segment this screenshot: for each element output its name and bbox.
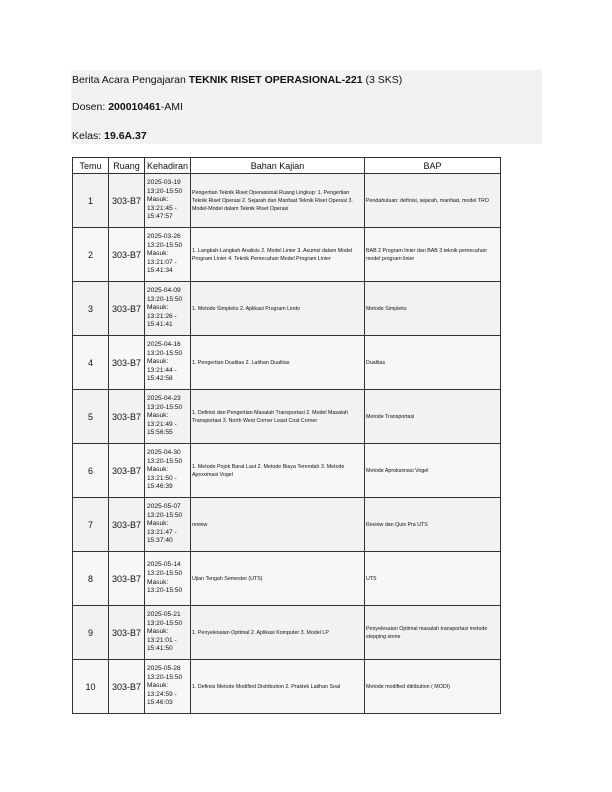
cell-bahan-kajian: 1. Metode Pojok Barat Laut 2. Metode Biaya Terendah 3. Metode Aproximasi Vogel: [191, 444, 365, 498]
cell-bap: Metode Simpleks: [365, 282, 501, 336]
cell-bahan-kajian: 1. Langkah-Langkah Analisis 2. Model Linier 3. Asumsi dalam Model Program Linier 4. Teknik Pemecahan Model Program Linier: [191, 228, 365, 282]
cell-kehadiran: 2025-05-07 13:20-15:50 Masuk: 13:21:47 - 15:37:40: [145, 498, 191, 552]
cell-kehadiran: 2025-04-23 13:20-15:50 Masuk: 13:21:49 - 15:56:55: [145, 390, 191, 444]
cell-ruang: 303-B7: [109, 498, 145, 552]
cell-bahan-kajian: Ujian Tengah Semester (UTS): [191, 552, 365, 606]
cell-temu: 3: [73, 282, 109, 336]
cell-kehadiran: 2025-05-21 13:20-15:50 Masuk: 13:21:01 - 15:41:50: [145, 606, 191, 660]
cell-bahan-kajian: 1. Metode Simpleks 2. Aplikasi Program Lindo: [191, 282, 365, 336]
cell-kehadiran: 2025-03-26 13:20-15:50 Masuk: 13:21:07 - 15:41:34: [145, 228, 191, 282]
table-row: [73, 228, 501, 282]
cell-bap: Metode Transportasi: [365, 390, 501, 444]
table-row: [73, 390, 501, 444]
cell-ruang: 303-B7: [109, 660, 145, 714]
cell-ruang: 303-B7: [109, 228, 145, 282]
cell-bahan-kajian: 1. Definisi Metode Modified Distribution 2. Praktek Latihan Soal: [191, 660, 365, 714]
cell-kehadiran: 2025-04-30 13:20-15:50 Masuk: 13:21:50 - 15:46:39: [145, 444, 191, 498]
header-ruang: Ruang: [109, 158, 145, 174]
cell-temu: 10: [73, 660, 109, 714]
header-kehadiran: Kehadiran: [145, 158, 191, 174]
title-prefix: Berita Acara Pengajaran: [72, 74, 189, 86]
table-header-row: [73, 158, 501, 174]
dosen-line: [72, 101, 183, 113]
cell-bap: Metode Aproksimasi Vogel: [365, 444, 501, 498]
kelas-label: Kelas:: [72, 130, 105, 142]
cell-temu: 9: [73, 606, 109, 660]
document-title: [72, 74, 402, 86]
table-row: [73, 660, 501, 714]
cell-bap: Metode modified ditribution ( MODI): [365, 660, 501, 714]
dosen-id: 200010461: [108, 101, 161, 113]
cell-bahan-kajian: 1. Pengertian Dualitas 2. Latihan Dualitas: [191, 336, 365, 390]
cell-bap: Dualitas: [365, 336, 501, 390]
cell-temu: 1: [73, 174, 109, 228]
cell-ruang: 303-B7: [109, 444, 145, 498]
attendance-table: [72, 157, 501, 714]
cell-kehadiran: 2025-05-28 13:20-15:50 Masuk: 13:24:59 - 15:46:03: [145, 660, 191, 714]
header-bap: BAP: [365, 158, 501, 174]
cell-temu: 5: [73, 390, 109, 444]
cell-temu: 7: [73, 498, 109, 552]
course-name: TEKNIK RISET OPERASIONAL-221: [188, 74, 363, 86]
cell-ruang: 303-B7: [109, 174, 145, 228]
dosen-label: Dosen:: [72, 101, 109, 113]
header-temu: Temu: [73, 158, 109, 174]
cell-kehadiran: 2025-05-14 13:20-15:50 Masuk: 13:20-15:50: [145, 552, 191, 606]
table-row: [73, 282, 501, 336]
cell-temu: 6: [73, 444, 109, 498]
cell-bahan-kajian: review: [191, 498, 365, 552]
cell-bap: BAB 2 Program linier dan BAB 3 teknik pemecahan model program linier: [365, 228, 501, 282]
cell-kehadiran: 2025-04-16 13:20-15:50 Masuk: 13:21:44 - 15:42:58: [145, 336, 191, 390]
kelas-value: 19.6A.37: [104, 130, 147, 142]
cell-temu: 2: [73, 228, 109, 282]
cell-bap: UTS: [365, 552, 501, 606]
table-row: [73, 606, 501, 660]
cell-temu: 8: [73, 552, 109, 606]
dosen-code: -AMI: [160, 101, 183, 113]
cell-temu: 4: [73, 336, 109, 390]
table-row: [73, 174, 501, 228]
table-row: [73, 498, 501, 552]
cell-kehadiran: 2025-03-19 13:20-15:50 Masuk: 13:21:45 - 15:47:57: [145, 174, 191, 228]
cell-bap: Penyelesaian Optimal masalah transportasi metode stepping stone: [365, 606, 501, 660]
cell-ruang: 303-B7: [109, 606, 145, 660]
cell-bap: Pendahuluan: definisi, sejarah, manfaat, model TRO: [365, 174, 501, 228]
cell-bap: Review dan Quis Pra UTS: [365, 498, 501, 552]
cell-kehadiran: 2025-04-09 13:20-15:50 Masuk: 13:21:26 - 15:41:41: [145, 282, 191, 336]
cell-ruang: 303-B7: [109, 336, 145, 390]
table-row: [73, 552, 501, 606]
table-row: [73, 336, 501, 390]
cell-ruang: 303-B7: [109, 552, 145, 606]
kelas-line: [72, 130, 147, 142]
cell-bahan-kajian: 1. Definisi dan Pengertian Masalah Transportasi 2. Model Masalah Transportasi 3. North West Corner Least Cost Corner: [191, 390, 365, 444]
cell-ruang: 303-B7: [109, 390, 145, 444]
cell-bahan-kajian: 1. Penyelesaian Optimal 2. Aplikasi Komputer 3. Model LP: [191, 606, 365, 660]
cell-bahan-kajian: Pengertian Teknik Riset Operasional Ruang Lingkup: 1. Pengertian Teknik Riset Operasi 2. Sejarah dan Manfaat Teknik Riset Operasi 3. Model-Model dalam Teknik Riset Operasi: [191, 174, 365, 228]
table-row: [73, 444, 501, 498]
cell-ruang: 303-B7: [109, 282, 145, 336]
header-bahan-kajian: Bahan Kajian: [191, 158, 365, 174]
course-credits: (3 SKS): [362, 74, 403, 86]
